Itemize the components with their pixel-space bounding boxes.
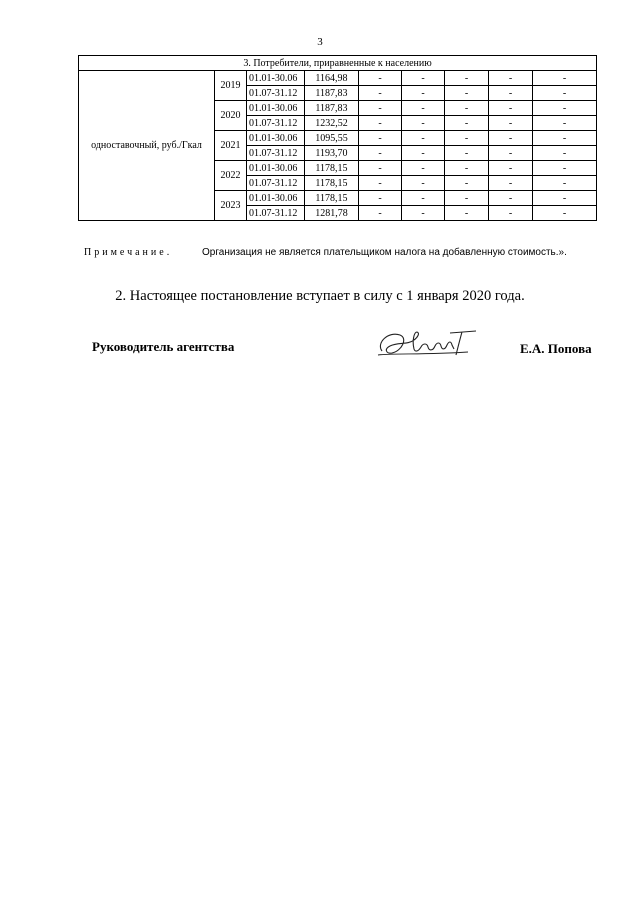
empty-dash-cell: - — [445, 71, 489, 86]
empty-dash-cell: - — [402, 146, 445, 161]
period-cell: 01.07-31.12 — [247, 86, 305, 101]
empty-dash-cell: - — [489, 176, 533, 191]
note-label: Примечание. — [84, 247, 173, 258]
page-number: 3 — [317, 36, 323, 48]
signatory-title: Руководитель агентства — [92, 339, 235, 354]
effective-date-clause: 2. Настоящее постановление вступает в силу с 1 января 2020 года. — [115, 288, 525, 304]
empty-dash-cell: - — [359, 146, 402, 161]
section-row — [79, 56, 597, 71]
empty-dash-cell: - — [533, 86, 597, 101]
empty-dash-cell: - — [359, 116, 402, 131]
empty-dash-cell: - — [489, 101, 533, 116]
empty-dash-cell: - — [359, 161, 402, 176]
period-cell: 01.01-30.06 — [247, 131, 305, 146]
empty-dash-cell: - — [359, 131, 402, 146]
empty-dash-cell: - — [533, 161, 597, 176]
empty-dash-cell: - — [359, 71, 402, 86]
tariff-value-cell: 1178,15 — [305, 191, 359, 206]
tariff-type: одноставочный, руб./Гкал — [79, 71, 215, 221]
empty-dash-cell: - — [445, 131, 489, 146]
tariff-value-cell: 1095,55 — [305, 131, 359, 146]
empty-dash-cell: - — [359, 176, 402, 191]
empty-dash-cell: - — [402, 161, 445, 176]
empty-dash-cell: - — [533, 116, 597, 131]
empty-dash-cell: - — [489, 206, 533, 221]
tariff-value-cell: 1164,98 — [305, 71, 359, 86]
empty-dash-cell: - — [359, 206, 402, 221]
empty-dash-cell: - — [489, 191, 533, 206]
year-cell: 2022 — [215, 161, 247, 191]
period-cell: 01.01-30.06 — [247, 101, 305, 116]
year-cell: 2019 — [215, 71, 247, 101]
tariff-value-cell: 1187,83 — [305, 101, 359, 116]
tariff-value-cell: 1193,70 — [305, 146, 359, 161]
note-text: Организация не является плательщиком налога на добавленную стоимость.». — [202, 247, 567, 258]
tariff-value-cell: 1178,15 — [305, 161, 359, 176]
empty-dash-cell: - — [533, 176, 597, 191]
tariff-value-cell: 1178,15 — [305, 176, 359, 191]
note — [84, 247, 614, 258]
empty-dash-cell: - — [445, 101, 489, 116]
section-title: 3. Потребители, приравненные к населению — [79, 56, 597, 71]
empty-dash-cell: - — [359, 86, 402, 101]
year-cell: 2021 — [215, 131, 247, 161]
empty-dash-cell: - — [445, 206, 489, 221]
tariff-value-cell: 1187,83 — [305, 86, 359, 101]
tariff-row — [79, 71, 597, 86]
period-cell: 01.01-30.06 — [247, 161, 305, 176]
empty-dash-cell: - — [445, 146, 489, 161]
period-cell: 01.01-30.06 — [247, 71, 305, 86]
empty-dash-cell: - — [533, 191, 597, 206]
empty-dash-cell: - — [402, 116, 445, 131]
empty-dash-cell: - — [445, 116, 489, 131]
tariff-table-body — [79, 56, 597, 221]
year-cell: 2023 — [215, 191, 247, 221]
empty-dash-cell: - — [402, 191, 445, 206]
period-cell: 01.01-30.06 — [247, 191, 305, 206]
tariff-table — [78, 55, 597, 221]
period-cell: 01.07-31.12 — [247, 176, 305, 191]
empty-dash-cell: - — [402, 86, 445, 101]
empty-dash-cell: - — [533, 101, 597, 116]
empty-dash-cell: - — [445, 161, 489, 176]
empty-dash-cell: - — [359, 101, 402, 116]
empty-dash-cell: - — [402, 206, 445, 221]
empty-dash-cell: - — [445, 191, 489, 206]
empty-dash-cell: - — [489, 71, 533, 86]
signature-image — [374, 325, 484, 370]
empty-dash-cell: - — [402, 101, 445, 116]
empty-dash-cell: - — [533, 146, 597, 161]
period-cell: 01.07-31.12 — [247, 146, 305, 161]
empty-dash-cell: - — [489, 116, 533, 131]
empty-dash-cell: - — [489, 86, 533, 101]
tariff-value-cell: 1232,52 — [305, 116, 359, 131]
empty-dash-cell: - — [533, 206, 597, 221]
year-cell: 2020 — [215, 101, 247, 131]
empty-dash-cell: - — [402, 176, 445, 191]
period-cell: 01.07-31.12 — [247, 206, 305, 221]
period-cell: 01.07-31.12 — [247, 116, 305, 131]
empty-dash-cell: - — [533, 71, 597, 86]
empty-dash-cell: - — [445, 86, 489, 101]
empty-dash-cell: - — [489, 161, 533, 176]
empty-dash-cell: - — [402, 131, 445, 146]
empty-dash-cell: - — [402, 71, 445, 86]
empty-dash-cell: - — [489, 131, 533, 146]
empty-dash-cell: - — [489, 146, 533, 161]
empty-dash-cell: - — [359, 191, 402, 206]
tariff-value-cell: 1281,78 — [305, 206, 359, 221]
signatory-name: Е.А. Попова — [520, 341, 592, 356]
empty-dash-cell: - — [445, 176, 489, 191]
empty-dash-cell: - — [533, 131, 597, 146]
